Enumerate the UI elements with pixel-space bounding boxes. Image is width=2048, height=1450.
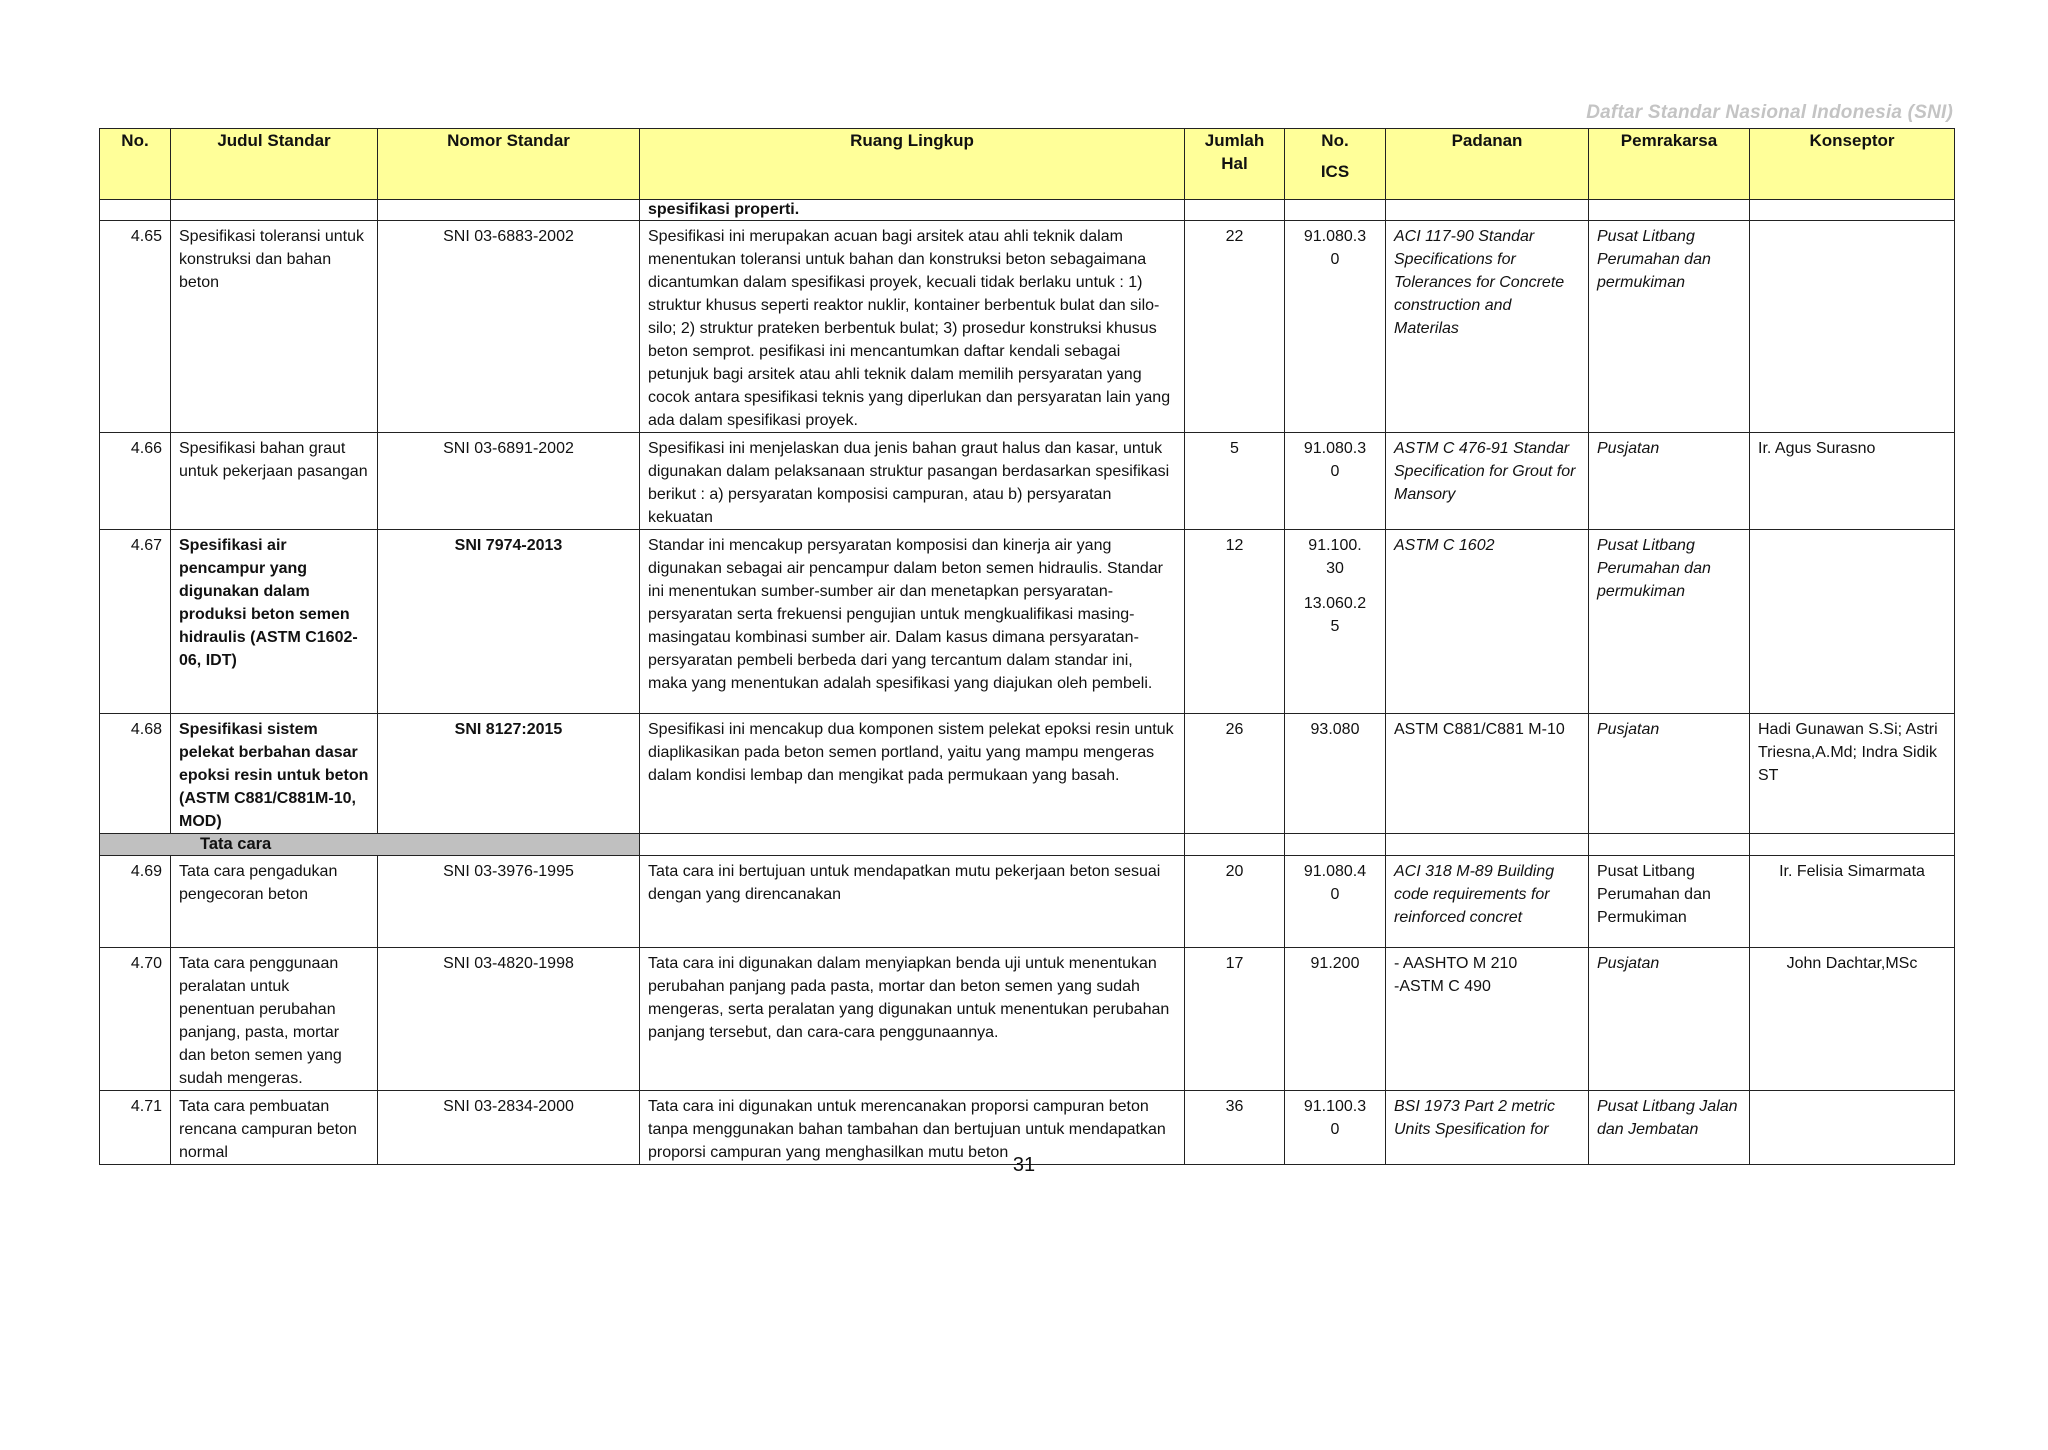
table-row (100, 433, 1955, 530)
cell-padanan: ASTM C881/C881 M-10 (1386, 714, 1589, 834)
cell-jumlah: 20 (1185, 856, 1285, 948)
cell-ruang: Spesifikasi ini menjelaskan dua jenis bahan graut halus dan kasar, untuk digunakan dalam pelaksanaan struktur pasangan berdasarkan spesifikasi berikut : a) persyaratan komposisi campuran, atau b) persyaratan kekuatan (640, 433, 1185, 530)
ics-line: 0 (1330, 1121, 1340, 1138)
header-jumlah-line1: Jumlah (1204, 131, 1265, 150)
cell-jumlah: 17 (1185, 948, 1285, 1091)
cell-pemrakarsa: Pusjatan (1589, 714, 1750, 834)
cell-judul: Spesifikasi toleransi untuk konstruksi dan bahan beton (171, 221, 378, 433)
cell-jumlah: 26 (1185, 714, 1285, 834)
ics-line: 0 (1330, 463, 1340, 480)
cell-judul: Spesifikasi sistem pelekat berbahan dasar epoksi resin untuk beton (ASTM C881/C881M-10, MOD) (171, 714, 378, 834)
cell-no: 4.66 (100, 433, 171, 530)
table-header-row (100, 129, 1955, 200)
padanan-line: -ASTM C 490 (1394, 978, 1491, 995)
header-konseptor: Konseptor (1750, 129, 1955, 200)
cell-ics (1285, 530, 1386, 714)
cell-no: 4.71 (100, 1091, 171, 1165)
section-label-tata-cara: Tata cara (100, 834, 640, 856)
cell-empty (378, 200, 640, 221)
ics-line: 0 (1330, 886, 1340, 903)
table-row (100, 714, 1955, 834)
cell-ruang: Tata cara ini bertujuan untuk mendapatkan mutu pekerjaan beton sesuai dengan yang direncanakan (640, 856, 1185, 948)
cell-nomor: SNI 03-3976-1995 (378, 856, 640, 948)
cell-pemrakarsa: Pusjatan (1589, 948, 1750, 1091)
cell-empty (640, 834, 1185, 856)
cell-empty (1589, 834, 1750, 856)
table-row (100, 221, 1955, 433)
header-padanan: Padanan (1386, 129, 1589, 200)
cell-pemrakarsa: Pusjatan (1589, 433, 1750, 530)
cell-no: 4.67 (100, 530, 171, 714)
cell-ics (1285, 714, 1386, 834)
cell-padanan: BSI 1973 Part 2 metric Units Spesification for (1386, 1091, 1589, 1165)
cell-konseptor (1750, 221, 1955, 433)
table-row (100, 530, 1955, 714)
cell-jumlah: 36 (1185, 1091, 1285, 1165)
header-no: No. (100, 129, 171, 200)
cell-nomor: SNI 03-6891-2002 (378, 433, 640, 530)
cell-padanan: ASTM C 476-91 Standar Specification for Grout for Mansory (1386, 433, 1589, 530)
header-jumlah-hal (1185, 129, 1285, 200)
cell-ruang: Tata cara ini digunakan dalam menyiapkan benda uji untuk menentukan perubahan panjang pada pasta, mortar dan beton semen yang sudah mengeras, serta peralatan yang digunakan untuk menentukan perubahan panjang tersebut, dan cara-cara penggunaannya. (640, 948, 1185, 1091)
ics-line: 91.200 (1310, 955, 1360, 972)
cell-nomor: SNI 7974-2013 (378, 530, 640, 714)
header-pemrakarsa: Pemrakarsa (1589, 129, 1750, 200)
cell-judul: Tata cara pembuatan rencana campuran beton normal (171, 1091, 378, 1165)
ics-line: 13.060.2 (1303, 595, 1367, 612)
header-judul-standar: Judul Standar (171, 129, 378, 200)
cell-konseptor (1750, 530, 1955, 714)
cell-no: 4.68 (100, 714, 171, 834)
cell-empty (1185, 200, 1285, 221)
cell-nomor: SNI 03-4820-1998 (378, 948, 640, 1091)
continuation-row (100, 200, 1955, 221)
cell-padanan: ACI 117-90 Standar Specifications for Tolerances for Concrete construction and Materilas (1386, 221, 1589, 433)
cell-nomor: SNI 8127:2015 (378, 714, 640, 834)
header-ics-line1: No. (1321, 131, 1349, 150)
cell-ics (1285, 433, 1386, 530)
cell-nomor: SNI 03-2834-2000 (378, 1091, 640, 1165)
sni-standards-table (99, 128, 1955, 1165)
cell-jumlah: 22 (1185, 221, 1285, 433)
cell-judul: Tata cara pengadukan pengecoran beton (171, 856, 378, 948)
cell-empty (100, 200, 171, 221)
cell-judul: Tata cara penggunaan peralatan untuk penentuan perubahan panjang, pasta, mortar dan beton semen yang sudah mengeras. (171, 948, 378, 1091)
cell-jumlah: 12 (1185, 530, 1285, 714)
cell-empty (1750, 834, 1955, 856)
ics-line: 30 (1326, 560, 1344, 577)
cell-ruang: Spesifikasi ini mencakup dua komponen sistem pelekat epoksi resin untuk diaplikasikan pada beton semen portland, yaitu yang mampu mengeras dalam kondisi lembap dan mengikat pada permukaan yang basah. (640, 714, 1185, 834)
cell-konseptor: Hadi Gunawan S.Si; Astri Triesna,A.Md; Indra Sidik ST (1750, 714, 1955, 834)
cell-empty (1750, 200, 1955, 221)
cell-no: 4.69 (100, 856, 171, 948)
cell-padanan: ASTM C 1602 (1386, 530, 1589, 714)
cell-ics (1285, 948, 1386, 1091)
cell-padanan (1386, 948, 1589, 1091)
cell-nomor: SNI 03-6883-2002 (378, 221, 640, 433)
header-ics-line2: ICS (1320, 162, 1350, 181)
cell-judul: Spesifikasi bahan graut untuk pekerjaan pasangan (171, 433, 378, 530)
cell-ics (1285, 221, 1386, 433)
padanan-line: - AASHTO M 210 (1394, 955, 1518, 972)
section-row (100, 834, 1955, 856)
table-row (100, 856, 1955, 948)
header-nomor-standar: Nomor Standar (378, 129, 640, 200)
cell-empty (1285, 834, 1386, 856)
continuation-text: spesifikasi properti. (640, 200, 1185, 221)
ics-line: 93.080 (1310, 721, 1360, 738)
ics-line: 5 (1330, 618, 1340, 635)
cell-pemrakarsa: Pusat Litbang Perumahan dan permukiman (1589, 221, 1750, 433)
cell-padanan: ACI 318 M-89 Building code requirements for reinforced concret (1386, 856, 1589, 948)
cell-empty (1285, 200, 1386, 221)
cell-empty (171, 200, 378, 221)
header-ruang-lingkup: Ruang Lingkup (640, 129, 1185, 200)
cell-jumlah: 5 (1185, 433, 1285, 530)
cell-empty (1386, 200, 1589, 221)
cell-judul: Spesifikasi air pencampur yang digunakan dalam produksi beton semen hidraulis (ASTM C1602-06, IDT) (171, 530, 378, 714)
ics-line: 0 (1330, 251, 1340, 268)
table-row (100, 948, 1955, 1091)
cell-konseptor: Ir. Felisia Simarmata (1750, 856, 1955, 948)
page-number: 31 (1012, 1154, 1036, 1176)
cell-no: 4.70 (100, 948, 171, 1091)
cell-pemrakarsa: Pusat Litbang Perumahan dan permukiman (1589, 530, 1750, 714)
ics-line: 91.080.4 (1303, 863, 1367, 880)
cell-empty (1386, 834, 1589, 856)
cell-ruang: Tata cara ini digunakan untuk merencanakan proporsi campuran beton tanpa menggunakan bahan tambahan dan bertujuan untuk mendapatkan proporsi campuran yang menghasilkan mutu beton (640, 1091, 1185, 1165)
cell-empty (1589, 200, 1750, 221)
cell-pemrakarsa: Pusat Litbang Jalan dan Jembatan (1589, 1091, 1750, 1165)
cell-pemrakarsa: Pusat Litbang Perumahan dan Permukiman (1589, 856, 1750, 948)
header-no-ics (1285, 129, 1386, 200)
ics-line: 91.100. (1308, 537, 1362, 554)
cell-konseptor: Ir. Agus Surasno (1750, 433, 1955, 530)
header-jumlah-line2: Hal (1221, 154, 1248, 173)
cell-ics (1285, 856, 1386, 948)
ics-line: 91.100.3 (1303, 1098, 1367, 1115)
cell-ruang: Spesifikasi ini merupakan acuan bagi arsitek atau ahli teknik dalam menentukan toleransi untuk bahan dan konstruksi beton sebagaimana dicantumkan dalam spesifikasi proyek, kecuali tidak berlaku untuk : 1) struktur khusus seperti reaktor nuklir, kontainer berbentuk bulat dan silo-silo; 2) struktur prateken berbentuk bulat; 3) prosedur konstruksi khusus beton semprot. pesifikasi ini mencantumkan daftar kendali sebagai petunjuk bagi arsitek atau ahli teknik dalam memilih persyaratan yang cocok antara spesifikasi teknis yang diperlukan dan persyaratan lain yang ada dalam spesifikasi proyek. (640, 221, 1185, 433)
ics-line: 91.080.3 (1303, 440, 1367, 457)
running-header: Daftar Standar Nasional Indonesia (SNI) (1586, 102, 1953, 123)
cell-no: 4.65 (100, 221, 171, 433)
cell-ruang: Standar ini mencakup persyaratan komposisi dan kinerja air yang digunakan sebagai air pencampur dalam beton semen hidraulis. Standar ini menentukan sumber-sumber air dan menetapkan persyaratan-persyaratan serta frekuensi pengujian untuk mengkualifikasi masing-masingatau kombinasi sumber air. Dalam kasus dimana persyaratan-persyaratan pembeli berbeda dari yang tercantum dalam standar ini, maka yang menentukan adalah spesifikasi yang diajukan oleh pembeli. (640, 530, 1185, 714)
cell-empty (1185, 834, 1285, 856)
cell-konseptor: John Dachtar,MSc (1750, 948, 1955, 1091)
ics-line: 91.080.3 (1303, 228, 1367, 245)
